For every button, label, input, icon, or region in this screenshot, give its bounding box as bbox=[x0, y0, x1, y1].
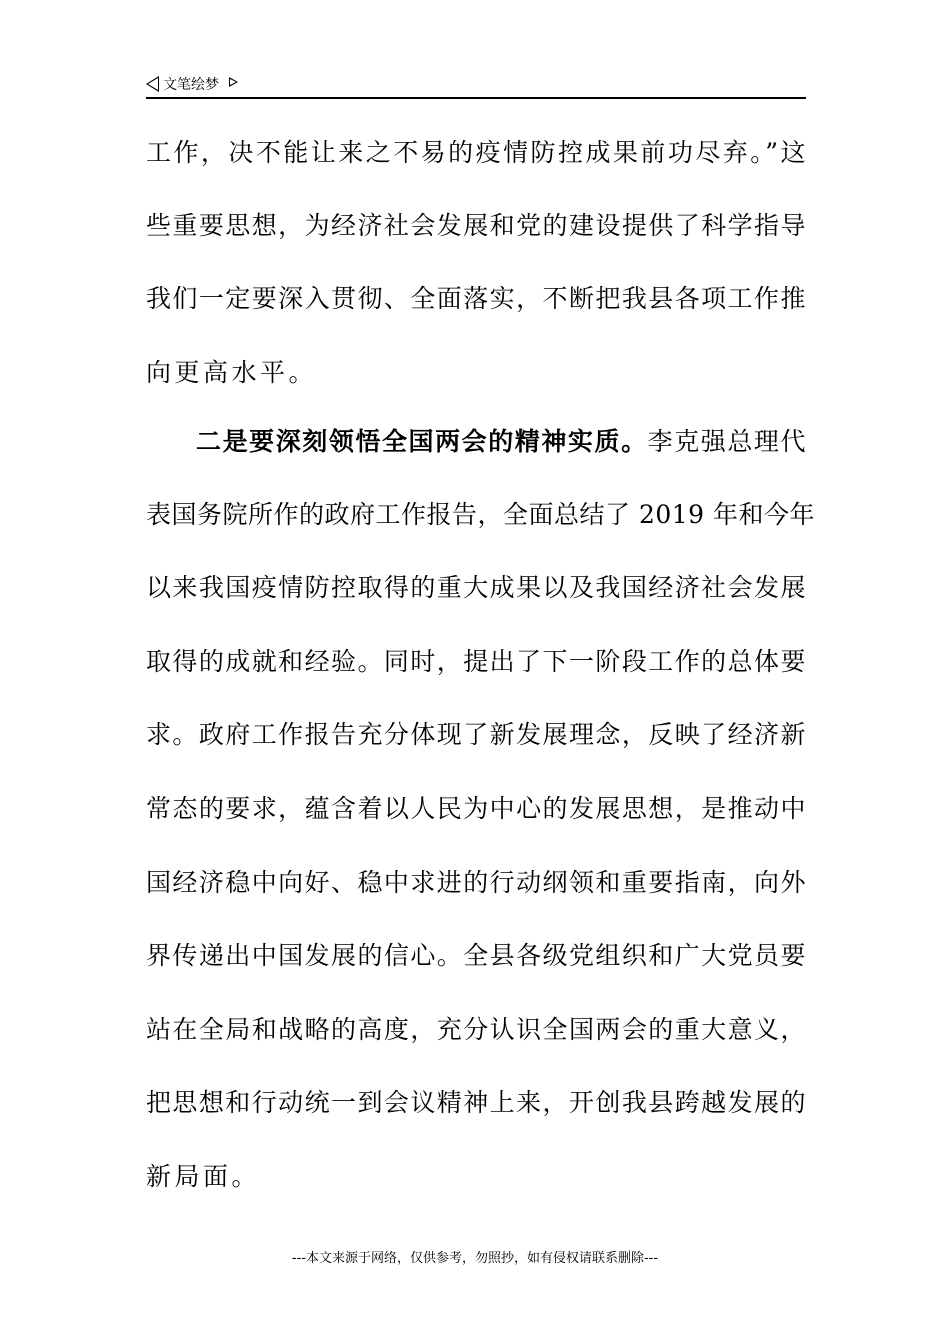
triangle-right-icon bbox=[229, 77, 238, 87]
header-divider bbox=[146, 97, 806, 99]
text-line: 工作，决不能让来之不易的疫情防控成果前功尽弃。”这 bbox=[146, 138, 806, 167]
text-line: 界传递出中国发展的信心。全县各级党组织和广大党员要 bbox=[146, 941, 806, 970]
text-line: 我们一定要深入贯彻、全面落实，不断把我县各项工作推 bbox=[146, 284, 806, 313]
text-line: 国经济稳中向好、稳中求进的行动纲领和重要指南，向外 bbox=[146, 868, 806, 897]
text-line: 新局面。 bbox=[146, 1162, 261, 1191]
text-line: 表国务院所作的政府工作报告，全面总结了 2019 年和今年 bbox=[146, 500, 816, 529]
text-line: 向更高水平。 bbox=[146, 358, 318, 387]
text-line: 以来我国疫情防控取得的重大成果以及我国经济社会发展 bbox=[146, 573, 806, 602]
text-line: 取得的成就和经验。同时，提出了下一阶段工作的总体要 bbox=[146, 647, 806, 676]
triangle-left-icon bbox=[146, 76, 159, 92]
paragraph-heading: 二是要深刻领悟全国两会的精神实质。 bbox=[196, 427, 648, 456]
text-line: 些重要思想，为经济社会发展和党的建设提供了科学指导 bbox=[146, 211, 806, 240]
paragraph-first-line bbox=[196, 426, 806, 458]
paragraph-first-line-rest: 李克强总理代 bbox=[647, 427, 806, 456]
text-line: 把思想和行动统一到会议精神上来，开创我县跨越发展的 bbox=[146, 1088, 806, 1117]
page-footer: ---本文来源于网络，仅供参考，勿照抄，如有侵权请联系删除--- bbox=[291, 1251, 659, 1266]
text-line: 常态的要求，蕴含着以人民为中心的发展思想，是推动中 bbox=[146, 794, 806, 823]
text-line: 站在全局和战略的高度，充分认识全国两会的重大意义， bbox=[146, 1015, 806, 1044]
page-header bbox=[146, 74, 238, 94]
text-line: 求。政府工作报告充分体现了新发展理念，反映了经济新 bbox=[146, 720, 806, 749]
header-title: 文笔绘梦 bbox=[163, 77, 219, 93]
